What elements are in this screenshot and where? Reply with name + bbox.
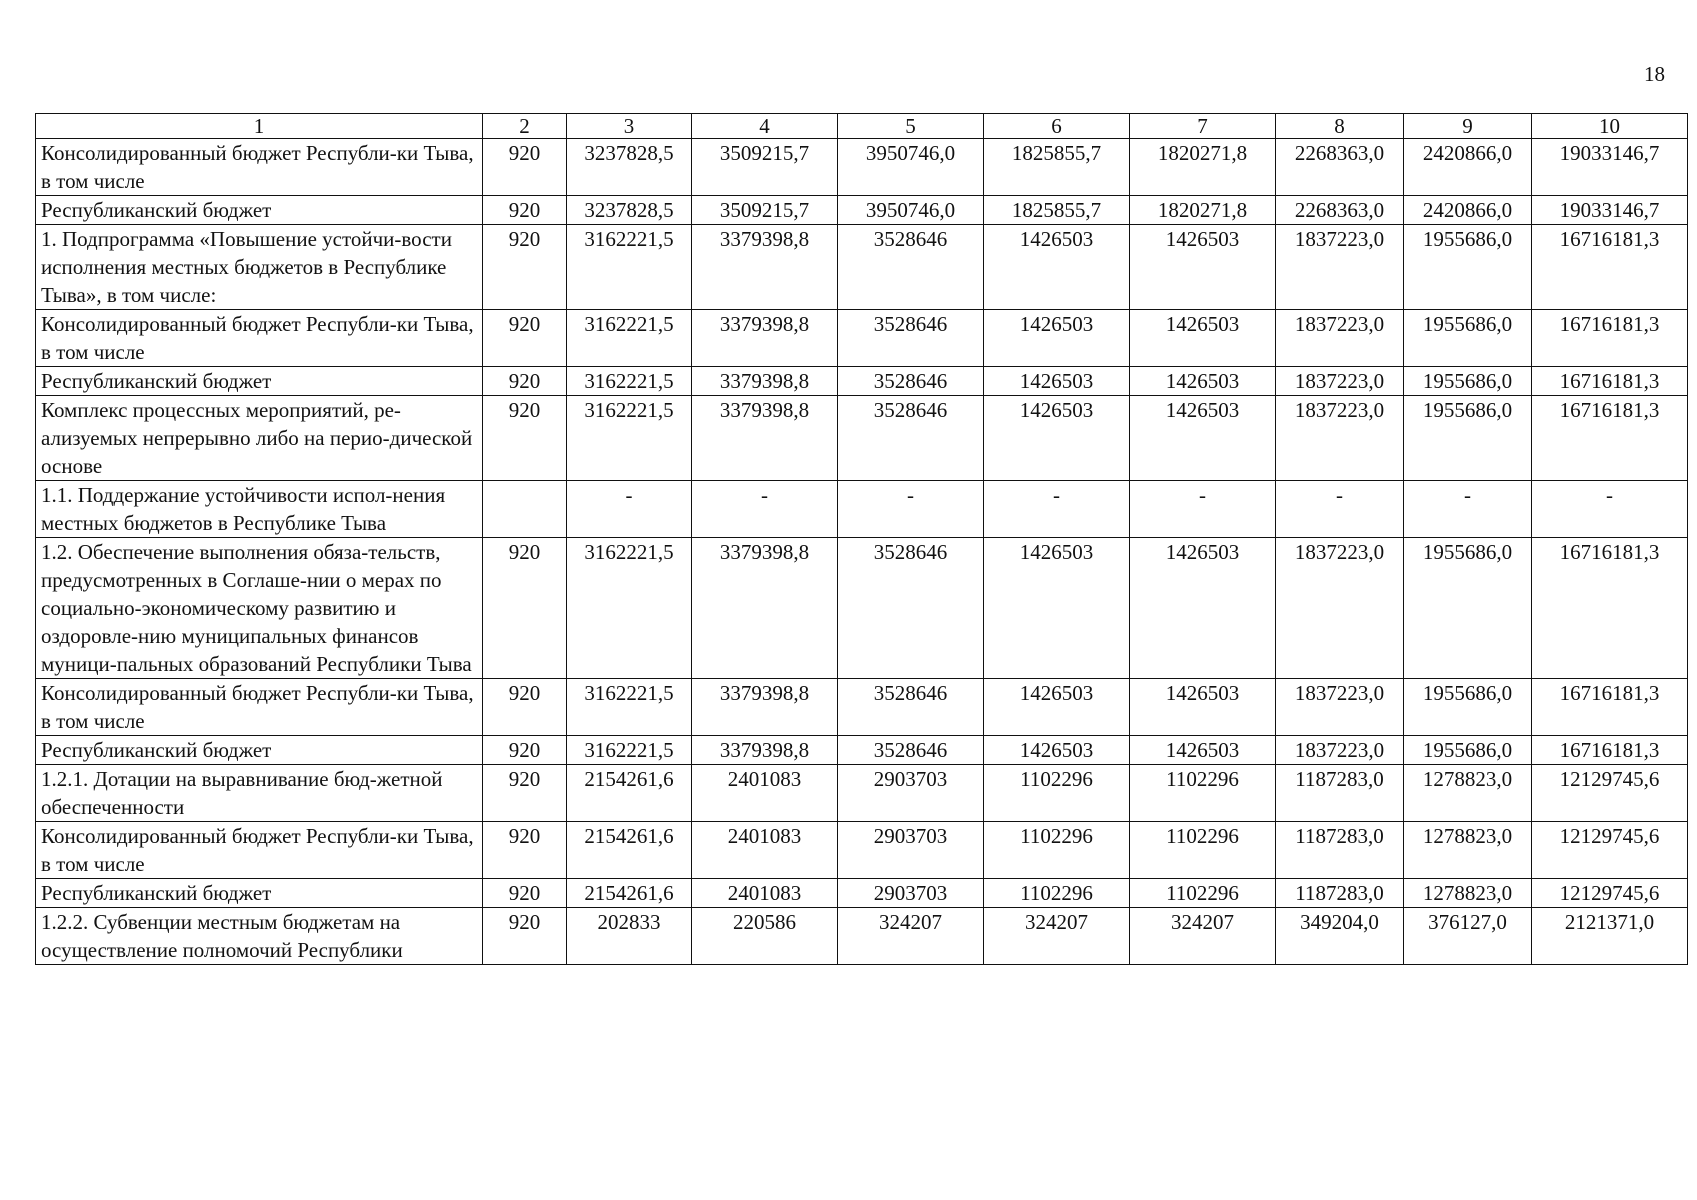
value-cell: 2401083	[692, 879, 838, 908]
value-cell: 1426503	[984, 736, 1130, 765]
table-row	[36, 396, 1688, 481]
value-cell: 1102296	[984, 879, 1130, 908]
value-cell: -	[567, 481, 692, 538]
table-row	[36, 367, 1688, 396]
value-cell: 1426503	[984, 396, 1130, 481]
value-cell: 1955686,0	[1404, 679, 1532, 736]
column-header: 10	[1532, 114, 1688, 139]
value-cell: 16716181,3	[1532, 310, 1688, 367]
value-cell: 3379398,8	[692, 396, 838, 481]
table-row	[36, 196, 1688, 225]
row-name-cell: Консолидированный бюджет Республи-ки Тыва, в том числе	[36, 310, 483, 367]
value-cell: 1837223,0	[1276, 679, 1404, 736]
value-cell: 1426503	[984, 538, 1130, 679]
row-name-cell: 1.2.1. Дотации на выравнивание бюд-жетной обеспеченности	[36, 765, 483, 822]
value-cell: 920	[483, 139, 567, 196]
value-cell: -	[1276, 481, 1404, 538]
value-cell: 2268363,0	[1276, 139, 1404, 196]
value-cell: 2154261,6	[567, 879, 692, 908]
value-cell: 920	[483, 679, 567, 736]
value-cell: 1187283,0	[1276, 765, 1404, 822]
value-cell: 920	[483, 310, 567, 367]
value-cell: -	[838, 481, 984, 538]
value-cell: 920	[483, 396, 567, 481]
value-cell	[483, 481, 567, 538]
row-name-cell: Консолидированный бюджет Республи-ки Тыва, в том числе	[36, 679, 483, 736]
page-number: 18	[1644, 62, 1665, 86]
value-cell: 3950746,0	[838, 139, 984, 196]
value-cell: 1955686,0	[1404, 310, 1532, 367]
value-cell: 324207	[1130, 908, 1276, 965]
table-row	[36, 225, 1688, 310]
value-cell: 920	[483, 908, 567, 965]
value-cell: 920	[483, 822, 567, 879]
value-cell: 1837223,0	[1276, 396, 1404, 481]
value-cell: 12129745,6	[1532, 879, 1688, 908]
value-cell: 1837223,0	[1276, 367, 1404, 396]
value-cell: 2903703	[838, 822, 984, 879]
value-cell: -	[692, 481, 838, 538]
column-header: 6	[984, 114, 1130, 139]
value-cell: 1102296	[984, 822, 1130, 879]
value-cell: 3162221,5	[567, 367, 692, 396]
value-cell: 920	[483, 879, 567, 908]
table-row	[36, 679, 1688, 736]
value-cell: 16716181,3	[1532, 396, 1688, 481]
column-header: 1	[36, 114, 483, 139]
value-cell: 2268363,0	[1276, 196, 1404, 225]
value-cell: 1278823,0	[1404, 822, 1532, 879]
table-row	[36, 822, 1688, 879]
value-cell: 1426503	[1130, 225, 1276, 310]
column-header: 7	[1130, 114, 1276, 139]
value-cell: 16716181,3	[1532, 736, 1688, 765]
value-cell: 1825855,7	[984, 139, 1130, 196]
value-cell: 920	[483, 367, 567, 396]
value-cell: 3379398,8	[692, 310, 838, 367]
table-row	[36, 879, 1688, 908]
value-cell: 1820271,8	[1130, 139, 1276, 196]
value-cell: 1102296	[1130, 822, 1276, 879]
value-cell: 1426503	[1130, 396, 1276, 481]
value-cell: 920	[483, 736, 567, 765]
value-cell: -	[1130, 481, 1276, 538]
value-cell: 920	[483, 225, 567, 310]
value-cell: 3379398,8	[692, 367, 838, 396]
value-cell: 16716181,3	[1532, 225, 1688, 310]
value-cell: 3379398,8	[692, 225, 838, 310]
value-cell: 12129745,6	[1532, 822, 1688, 879]
value-cell: 1278823,0	[1404, 879, 1532, 908]
value-cell: 3509215,7	[692, 196, 838, 225]
value-cell: 3379398,8	[692, 679, 838, 736]
header-row	[36, 114, 1688, 139]
value-cell: 3528646	[838, 679, 984, 736]
row-name-cell: 1.1. Поддержание устойчивости испол-нения местных бюджетов в Республике Тыва	[36, 481, 483, 538]
row-name-cell: 1. Подпрограмма «Повышение устойчи-вости исполнения местных бюджетов в Республике Тыва», в том числе:	[36, 225, 483, 310]
value-cell: 3162221,5	[567, 310, 692, 367]
column-header: 2	[483, 114, 567, 139]
value-cell: 1426503	[1130, 736, 1276, 765]
value-cell: 3528646	[838, 225, 984, 310]
value-cell: 920	[483, 538, 567, 679]
value-cell: 2154261,6	[567, 822, 692, 879]
value-cell: 920	[483, 765, 567, 822]
table-row	[36, 908, 1688, 965]
value-cell: 1837223,0	[1276, 538, 1404, 679]
row-name-cell: Республиканский бюджет	[36, 879, 483, 908]
value-cell: 2903703	[838, 879, 984, 908]
value-cell: 16716181,3	[1532, 367, 1688, 396]
row-name-cell: Республиканский бюджет	[36, 367, 483, 396]
value-cell: 1102296	[984, 765, 1130, 822]
value-cell: 3162221,5	[567, 538, 692, 679]
value-cell: 1187283,0	[1276, 822, 1404, 879]
value-cell: 1426503	[984, 679, 1130, 736]
table-row	[36, 481, 1688, 538]
value-cell: 324207	[984, 908, 1130, 965]
table-row	[36, 139, 1688, 196]
value-cell: 1955686,0	[1404, 367, 1532, 396]
value-cell: 324207	[838, 908, 984, 965]
value-cell: 3528646	[838, 367, 984, 396]
value-cell: 220586	[692, 908, 838, 965]
value-cell: 19033146,7	[1532, 139, 1688, 196]
value-cell: 1955686,0	[1404, 225, 1532, 310]
value-cell: 3379398,8	[692, 736, 838, 765]
value-cell: 3237828,5	[567, 139, 692, 196]
table-row	[36, 310, 1688, 367]
column-header: 9	[1404, 114, 1532, 139]
column-header: 4	[692, 114, 838, 139]
value-cell: 3509215,7	[692, 139, 838, 196]
value-cell: 2401083	[692, 765, 838, 822]
row-name-cell: 1.2.2. Субвенции местным бюджетам на осуществление полномочий Республики	[36, 908, 483, 965]
column-header: 3	[567, 114, 692, 139]
value-cell: 349204,0	[1276, 908, 1404, 965]
value-cell: 1102296	[1130, 765, 1276, 822]
row-name-cell: Комплекс процессных мероприятий, ре-ализуемых непрерывно либо на перио-дической основе	[36, 396, 483, 481]
column-header: 5	[838, 114, 984, 139]
value-cell: 1825855,7	[984, 196, 1130, 225]
value-cell: 376127,0	[1404, 908, 1532, 965]
row-name-cell: Консолидированный бюджет Республи-ки Тыва, в том числе	[36, 139, 483, 196]
value-cell: 16716181,3	[1532, 538, 1688, 679]
value-cell: 2903703	[838, 765, 984, 822]
value-cell: -	[1404, 481, 1532, 538]
value-cell: 1837223,0	[1276, 736, 1404, 765]
column-header: 8	[1276, 114, 1404, 139]
value-cell: 3162221,5	[567, 679, 692, 736]
value-cell: 202833	[567, 908, 692, 965]
budget-table	[35, 113, 1688, 965]
value-cell: 1426503	[984, 367, 1130, 396]
value-cell: 1426503	[984, 310, 1130, 367]
value-cell: 1278823,0	[1404, 765, 1532, 822]
row-name-cell: 1.2. Обеспечение выполнения обяза-тельств, предусмотренных в Соглаше-нии о мерах по социально-экономическому развитию и оздоровле-нию муниципальных финансов муници-пальных образований Республики Тыва	[36, 538, 483, 679]
value-cell: -	[984, 481, 1130, 538]
value-cell: 3162221,5	[567, 396, 692, 481]
value-cell: 16716181,3	[1532, 679, 1688, 736]
value-cell: 1955686,0	[1404, 736, 1532, 765]
table-body	[36, 139, 1688, 965]
value-cell: 3528646	[838, 310, 984, 367]
value-cell: 3528646	[838, 538, 984, 679]
value-cell: 1426503	[1130, 538, 1276, 679]
value-cell: 1187283,0	[1276, 879, 1404, 908]
value-cell: 1955686,0	[1404, 396, 1532, 481]
value-cell: 1426503	[984, 225, 1130, 310]
value-cell: 1837223,0	[1276, 310, 1404, 367]
value-cell: 3162221,5	[567, 225, 692, 310]
value-cell: 3379398,8	[692, 538, 838, 679]
value-cell: 1837223,0	[1276, 225, 1404, 310]
value-cell: 3528646	[838, 736, 984, 765]
value-cell: 1820271,8	[1130, 196, 1276, 225]
value-cell: 1426503	[1130, 679, 1276, 736]
value-cell: 2420866,0	[1404, 196, 1532, 225]
value-cell: 3237828,5	[567, 196, 692, 225]
value-cell: 1955686,0	[1404, 538, 1532, 679]
value-cell: 3528646	[838, 396, 984, 481]
value-cell: 1426503	[1130, 310, 1276, 367]
value-cell: 12129745,6	[1532, 765, 1688, 822]
table-row	[36, 765, 1688, 822]
table-row	[36, 538, 1688, 679]
value-cell: -	[1532, 481, 1688, 538]
table-row	[36, 736, 1688, 765]
row-name-cell: Республиканский бюджет	[36, 736, 483, 765]
value-cell: 920	[483, 196, 567, 225]
value-cell: 2401083	[692, 822, 838, 879]
value-cell: 3162221,5	[567, 736, 692, 765]
value-cell: 2154261,6	[567, 765, 692, 822]
row-name-cell: Республиканский бюджет	[36, 196, 483, 225]
value-cell: 2121371,0	[1532, 908, 1688, 965]
value-cell: 19033146,7	[1532, 196, 1688, 225]
value-cell: 3950746,0	[838, 196, 984, 225]
row-name-cell: Консолидированный бюджет Республи-ки Тыва, в том числе	[36, 822, 483, 879]
value-cell: 2420866,0	[1404, 139, 1532, 196]
value-cell: 1426503	[1130, 367, 1276, 396]
value-cell: 1102296	[1130, 879, 1276, 908]
